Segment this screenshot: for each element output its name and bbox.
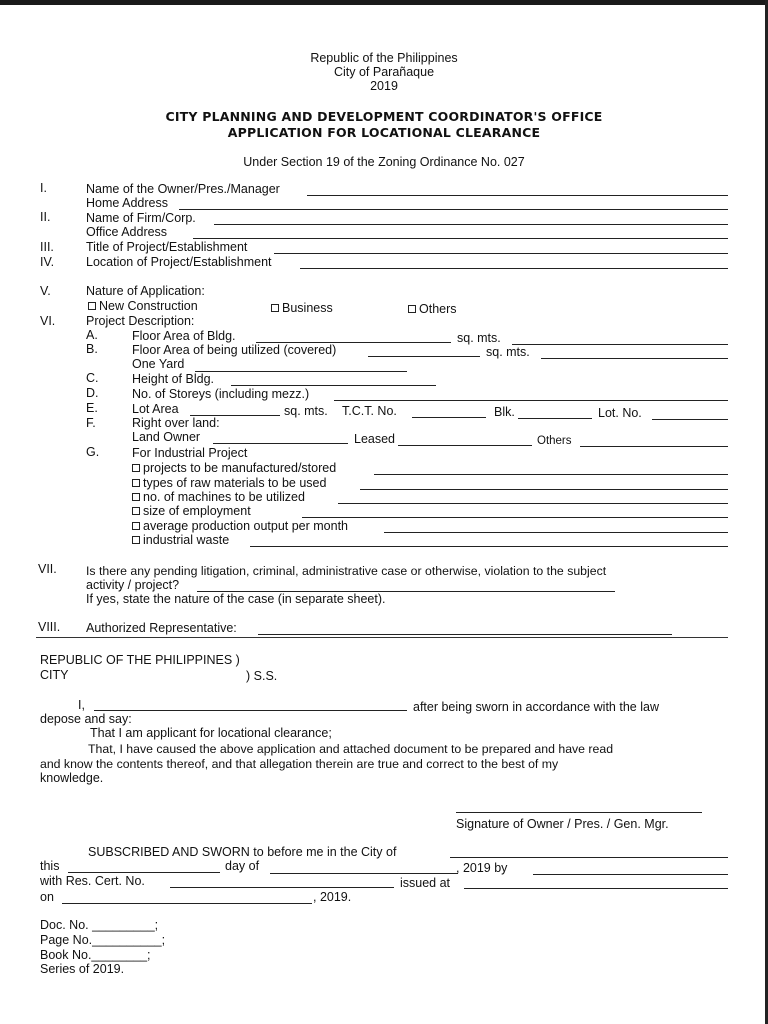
res-cert-field[interactable] xyxy=(170,887,394,888)
office-address-field[interactable] xyxy=(193,238,728,239)
checkbox-icon[interactable] xyxy=(132,493,140,501)
checkbox-icon[interactable] xyxy=(132,536,140,544)
industrial-item-field[interactable] xyxy=(360,489,728,490)
sqmts-unit: sq. mts. xyxy=(486,345,530,359)
blk-label: Blk. xyxy=(494,405,515,419)
right-over-land-label: Right over land: xyxy=(132,416,220,430)
section-num: VIII. xyxy=(38,620,61,634)
affidavit-p1: That I am applicant for locational clearance; xyxy=(90,726,332,740)
affidavit-ss: ) S.S. xyxy=(246,669,278,683)
book-no: Book No.________; xyxy=(40,948,151,962)
height-label: Height of Bldg. xyxy=(132,372,214,386)
jurat-date-field[interactable] xyxy=(62,903,312,904)
item-letter: G. xyxy=(86,445,100,459)
jurat-day-field[interactable] xyxy=(68,872,220,873)
tct-label: T.C.T. No. xyxy=(342,404,397,418)
checkbox-icon[interactable] xyxy=(271,304,279,312)
affiant-i: I, xyxy=(78,698,85,712)
affidavit-p2b: and know the contents thereof, and that allegation therein are true and correct to the best of my xyxy=(40,757,559,771)
home-address-label: Home Address xyxy=(86,196,168,210)
industrial-item-field[interactable] xyxy=(374,474,728,475)
firm-label: Name of Firm/Corp. xyxy=(86,211,196,225)
project-title-field[interactable] xyxy=(274,253,728,254)
firm-field[interactable] xyxy=(214,224,728,225)
blk-field[interactable] xyxy=(518,418,592,419)
affidavit-city: CITY xyxy=(40,668,69,682)
doc-no: Doc. No. _________; xyxy=(40,918,159,932)
floor-area-label: Floor Area of Bldg. xyxy=(132,329,236,343)
project-location-field[interactable] xyxy=(300,268,728,269)
scan-top-edge xyxy=(0,0,768,5)
jurat-subscribed: SUBSCRIBED AND SWORN to before me in the City of xyxy=(88,845,397,859)
page-no: Page No.__________; xyxy=(40,933,166,947)
affidavit-depose: depose and say: xyxy=(40,712,132,726)
storeys-field[interactable] xyxy=(334,400,728,401)
industrial-project-label: For Industrial Project xyxy=(132,446,248,460)
signature-line[interactable] xyxy=(456,812,702,813)
header-republic: Republic of the Philippines xyxy=(310,51,458,65)
industrial-item[interactable]: size of employment xyxy=(132,504,251,518)
jurat-by-field[interactable] xyxy=(533,874,728,875)
height-field[interactable] xyxy=(231,385,436,386)
jurat-city-field[interactable] xyxy=(450,857,728,858)
affidavit-p2c: knowledge. xyxy=(40,771,104,785)
litigation-note: If yes, state the nature of the case (in separate sheet). xyxy=(86,592,386,606)
land-owner-field[interactable] xyxy=(213,443,348,444)
jurat-dayof: day of xyxy=(225,859,260,873)
affidavit-sworn: after being sworn in accordance with the law xyxy=(413,700,659,714)
form-title: APPLICATION FOR LOCATIONAL CLEARANCE xyxy=(227,125,541,140)
issued-at-field[interactable] xyxy=(464,888,728,889)
affiant-name-field[interactable] xyxy=(94,710,407,711)
item-letter: D. xyxy=(86,386,99,400)
industrial-item-field[interactable] xyxy=(250,546,728,547)
project-description-label: Project Description: xyxy=(86,314,195,328)
land-owner-label: Land Owner xyxy=(132,430,201,444)
nature-label: Nature of Application: xyxy=(86,284,205,298)
industrial-item[interactable]: no. of machines to be utilized xyxy=(132,490,305,504)
industrial-item[interactable]: average production output per month xyxy=(132,519,348,533)
affidavit-p2a: That, I have caused the above application and attached document to be prepared and have read xyxy=(88,742,614,756)
authorized-rep-field[interactable] xyxy=(258,634,672,635)
owner-field[interactable] xyxy=(307,195,728,196)
jurat-year-end: , 2019. xyxy=(313,890,352,904)
industrial-item[interactable]: industrial waste xyxy=(132,533,229,547)
lot-no-field[interactable] xyxy=(652,419,728,420)
others-label: Others xyxy=(537,435,572,447)
one-yard-label: One Yard xyxy=(132,357,185,371)
office-title: CITY PLANNING AND DEVELOPMENT COORDINATOR'S OFFICE xyxy=(165,109,603,124)
item-letter: F. xyxy=(86,416,96,430)
jurat-month-field[interactable] xyxy=(270,873,458,874)
jurat-on: on xyxy=(40,890,54,904)
owner-label: Name of the Owner/Pres./Manager xyxy=(86,182,280,196)
industrial-item-field[interactable] xyxy=(384,532,728,533)
section-divider xyxy=(36,637,728,638)
project-location-label: Location of Project/Establishment xyxy=(86,255,272,269)
authorized-rep-label: Authorized Representative: xyxy=(86,621,237,635)
item-letter: B. xyxy=(86,342,98,356)
floor-area-utilized-extra-field[interactable] xyxy=(541,358,728,359)
storeys-label: No. of Storeys (including mezz.) xyxy=(132,387,310,401)
affidavit-republic: REPUBLIC OF THE PHILIPPINES ) xyxy=(40,653,240,667)
checkbox-icon[interactable] xyxy=(88,302,96,310)
item-letter: C. xyxy=(86,371,99,385)
sqmts-unit: sq. mts. xyxy=(457,331,501,345)
item-letter: A. xyxy=(86,328,98,342)
floor-area-utilized-field[interactable] xyxy=(368,356,480,357)
jurat-this: this xyxy=(40,859,60,873)
leased-label: Leased xyxy=(354,432,396,446)
industrial-item-field[interactable] xyxy=(338,503,728,504)
lot-area-label: Lot Area xyxy=(132,402,179,416)
jurat-issued: issued at xyxy=(400,876,451,890)
floor-area-utilized-label: Floor Area of being utilized (covered) xyxy=(132,343,337,357)
series: Series of 2019. xyxy=(40,962,125,976)
section-num: I. xyxy=(40,181,47,195)
industrial-item-field[interactable] xyxy=(302,517,728,518)
others-option[interactable]: Others xyxy=(408,302,457,316)
industrial-item[interactable]: types of raw materials to be used xyxy=(132,476,326,490)
checkbox-icon[interactable] xyxy=(132,522,140,530)
checkbox-icon[interactable] xyxy=(132,507,140,515)
jurat-year-by: , 2019 by xyxy=(456,861,508,875)
form-subtitle: Under Section 19 of the Zoning Ordinance No. 027 xyxy=(243,155,525,169)
section-num: V. xyxy=(40,284,51,298)
section-num: II. xyxy=(40,210,51,224)
industrial-item[interactable]: projects to be manufactured/stored xyxy=(132,461,336,475)
section-num: III. xyxy=(40,240,54,254)
leased-field[interactable] xyxy=(398,445,532,446)
checkbox-icon[interactable] xyxy=(408,305,416,313)
home-address-field[interactable] xyxy=(179,209,728,210)
litigation-question: Is there any pending litigation, criminal, administrative case or otherwise, violation to the subject xyxy=(86,564,607,578)
new-construction-option[interactable]: New Construction xyxy=(88,299,198,313)
lot-area-unit: sq. mts. xyxy=(284,404,328,418)
lot-no-label: Lot. No. xyxy=(598,406,642,420)
item-letter: E. xyxy=(86,401,98,415)
header-city: City of Parañaque xyxy=(333,65,435,79)
section-num: VII. xyxy=(38,562,57,576)
jurat-with: with Res. Cert. No. xyxy=(40,874,145,888)
project-title-label: Title of Project/Establishment xyxy=(86,240,248,254)
section-num: VI. xyxy=(40,314,56,328)
section-num: IV. xyxy=(40,255,55,269)
checkbox-icon[interactable] xyxy=(132,479,140,487)
business-option[interactable]: Business xyxy=(271,301,333,315)
office-address-label: Office Address xyxy=(86,225,168,239)
floor-area-extra-field[interactable] xyxy=(512,344,728,345)
checkbox-icon[interactable] xyxy=(132,464,140,472)
one-yard-field[interactable] xyxy=(195,371,407,372)
tct-field[interactable] xyxy=(412,417,486,418)
signature-label: Signature of Owner / Pres. / Gen. Mgr. xyxy=(456,817,669,831)
land-others-field[interactable] xyxy=(580,446,728,447)
litigation-question-2: activity / project? xyxy=(86,578,180,592)
header-year: 2019 xyxy=(370,79,398,93)
